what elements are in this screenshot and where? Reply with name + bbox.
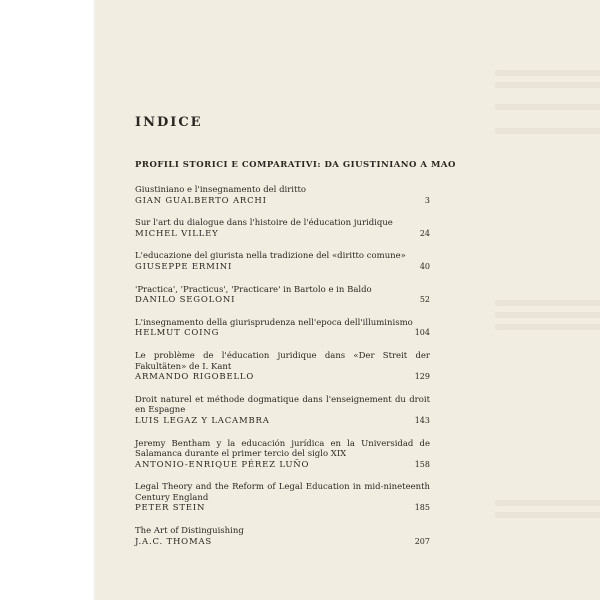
- entry-title: Jeremy Bentham y la educación jurídica en la Universidad de Salamanca durante el primer tercio del siglo XIX: [135, 438, 430, 460]
- entry-author: GIUSEPPE ERMINI: [135, 261, 233, 272]
- entry-title: The Art of Distinguishing: [135, 526, 244, 537]
- toc-entry: [135, 439, 430, 471]
- show-through-line: [495, 128, 600, 134]
- show-through-line: [495, 104, 600, 110]
- entry-title: Le problème de l'éducation juridique dans «Der Streit der Fakultäten» de I. Kant: [135, 350, 430, 372]
- entry-author: GIAN GUALBERTO ARCHI: [135, 195, 267, 206]
- author-row: [135, 229, 430, 240]
- author-row: [135, 262, 430, 273]
- toc-entry: [135, 185, 430, 206]
- author-row: [135, 372, 430, 383]
- author-row: [135, 503, 430, 514]
- toc-entry: [135, 285, 430, 306]
- entry-page-number: 185: [414, 503, 430, 513]
- toc-entry: [135, 526, 430, 547]
- entry-title: Sur l'art du dialogue dans l'histoire de l'éducation juridique: [135, 218, 393, 229]
- toc-list: [135, 185, 430, 559]
- entry-page-number: 207: [414, 536, 430, 546]
- toc-entry: [135, 218, 430, 239]
- entry-page-number: 104: [414, 328, 430, 338]
- entry-title: Giustiniano e l'insegnamento del diritto: [135, 185, 306, 195]
- show-through-line: [495, 70, 600, 76]
- entry-page-number: 24: [419, 228, 430, 238]
- entry-title: Droit naturel et méthode dogmatique dans l'enseignement du droit en Espagne: [135, 394, 430, 416]
- toc-entry: [135, 351, 430, 383]
- entry-author: PETER STEIN: [135, 503, 206, 514]
- toc-entry: [135, 395, 430, 427]
- entry-page-number: 143: [414, 415, 430, 425]
- show-through-line: [495, 512, 600, 518]
- entry-page-number: 158: [414, 459, 430, 469]
- author-row: [135, 416, 430, 427]
- entry-title: L'insegnamento della giurisprudenza nell'epoca dell'illuminismo: [135, 317, 413, 328]
- entry-author: DANILO SEGOLONI: [135, 295, 236, 306]
- entry-author: J.A.C. THOMAS: [135, 536, 213, 547]
- section-heading: PROFILI STORICI E COMPARATIVI: DA GIUSTINIANO A MAO: [135, 160, 456, 170]
- entry-title: L'educazione del giurista nella tradizione del «diritto comune»: [135, 251, 406, 262]
- entry-author: LUIS LEGAZ Y LACAMBRA: [135, 415, 270, 426]
- toc-entry: [135, 318, 430, 339]
- page-title: INDICE: [135, 115, 203, 130]
- show-through-line: [495, 82, 600, 88]
- entry-title: 'Practica', 'Practicus', 'Practicare' in Bartolo e in Baldo: [135, 284, 372, 295]
- entry-title: Legal Theory and the Reform of Legal Education in mid-nineteenth Century England: [135, 482, 430, 503]
- show-through-line: [495, 300, 600, 306]
- entry-author: ANTONIO-ENRIQUE PÉREZ LUÑO: [135, 459, 310, 470]
- entry-page-number: 3: [424, 195, 430, 205]
- entry-author: ARMANDO RIGOBELLO: [135, 372, 255, 383]
- author-row: [135, 295, 430, 306]
- show-through-line: [495, 324, 600, 330]
- entry-author: MICHEL VILLEY: [135, 228, 219, 239]
- show-through-line: [495, 312, 600, 318]
- toc-entry: [135, 251, 430, 272]
- entry-page-number: 40: [419, 261, 430, 271]
- entry-author: HELMUT COING: [135, 328, 220, 339]
- author-row: [135, 460, 430, 471]
- book-page: [95, 0, 600, 600]
- author-row: [135, 537, 430, 548]
- entry-page-number: 52: [419, 295, 430, 305]
- author-row: [135, 196, 430, 207]
- author-row: [135, 328, 430, 339]
- toc-entry: [135, 482, 430, 514]
- show-through-line: [495, 500, 600, 506]
- entry-page-number: 129: [414, 372, 430, 382]
